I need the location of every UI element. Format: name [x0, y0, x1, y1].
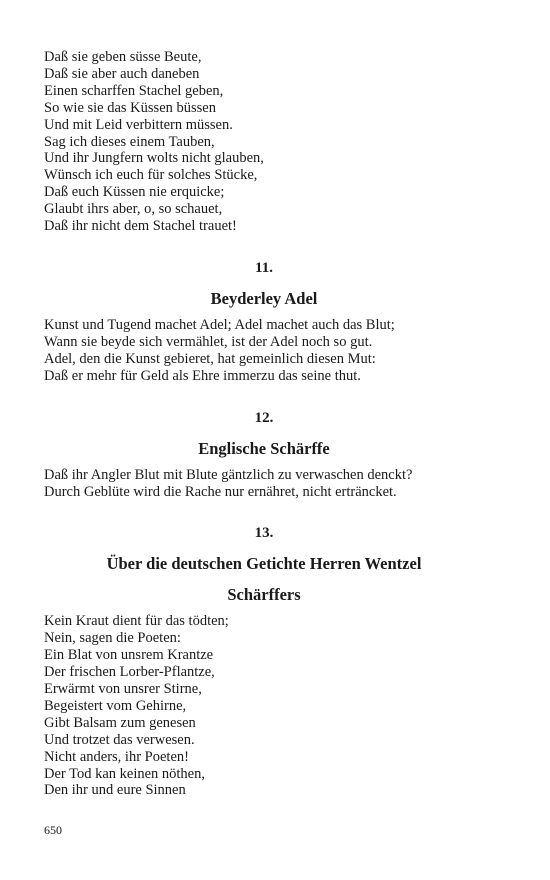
poem-line: Kein Kraut dient für das tödten;: [44, 613, 229, 630]
poem-line: Glaubt ihrs aber, o, so schauet,: [44, 201, 223, 218]
poem-line: Und mit Leid verbittern müssen.: [44, 116, 233, 133]
poem-line: Nein, sagen die Poeten:: [44, 630, 181, 647]
poem-line: Daß ihr nicht dem Stachel trauet!: [44, 218, 237, 235]
poem-line: Daß sie geben süsse Beute,: [44, 49, 202, 65]
poem-line: Und ihr Jungfern wolts nicht glauben,: [44, 150, 264, 167]
section-13: [44, 524, 484, 799]
poem-line: Sag ich dieses einem Tauben,: [44, 133, 215, 150]
page-number: 650: [44, 823, 62, 837]
section-number: 12.: [254, 409, 274, 426]
poem-line: Erwärmt von unsrer Stirne,: [44, 681, 202, 698]
section-number: 13.: [254, 525, 274, 542]
poem-line: Durch Geblüte wird die Rache nur ernähret, nicht erträncket.: [44, 483, 397, 500]
poem-line: Wann sie beyde sich vermählet, ist der Adel noch so gut.: [44, 333, 373, 350]
poem-line: Gibt Balsam zum genesen: [44, 714, 196, 731]
poem-line: Den ihr und eure Sinnen: [44, 782, 186, 799]
poem-line: Der Tod kan keinen nöthen,: [44, 765, 205, 782]
poem-line: Daß euch Küssen nie erquicke;: [44, 184, 225, 201]
poem-line: Kunst und Tugend machet Adel; Adel machet auch das Blut;: [44, 316, 395, 333]
poem-line: Ein Blat von unsrem Krantze: [44, 647, 214, 664]
page-body: [44, 49, 484, 799]
poem-line: Und trotzet das verwesen.: [44, 731, 195, 748]
poem-line: So wie sie das Küssen büssen: [44, 99, 216, 116]
poem-line: Daß er mehr für Geld als Ehre immerzu das seine thut.: [44, 367, 361, 384]
poem-line: Daß ihr Angler Blut mit Blute gäntzlich zu verwaschen denckt?: [44, 466, 413, 483]
poem-line: Der frischen Lorber-Pflantze,: [44, 664, 215, 681]
section-title: Englische Schärffe: [198, 438, 330, 458]
poem-line: Begeistert vom Gehirne,: [44, 697, 187, 714]
poem-line: Adel, den die Kunst gebieret, hat gemeinlich diesen Mut:: [44, 350, 376, 367]
poem-intro: [44, 49, 484, 235]
poem-line: Einen scharffen Stachel geben,: [44, 82, 224, 99]
section-12: [44, 409, 484, 501]
section-title: Über die deutschen Getichte Herren Wentzel: [106, 554, 422, 574]
poem-line: Daß sie aber auch daneben: [44, 65, 200, 82]
poem-line: Wünsch ich euch für solches Stücke,: [44, 167, 258, 184]
poem-line: Nicht anders, ihr Poeten!: [44, 748, 189, 765]
section-number: 11.: [255, 259, 273, 276]
section-11: [44, 259, 484, 385]
section-title: Beyderley Adel: [210, 288, 318, 308]
section-title-continued: Schärffers: [227, 585, 301, 605]
